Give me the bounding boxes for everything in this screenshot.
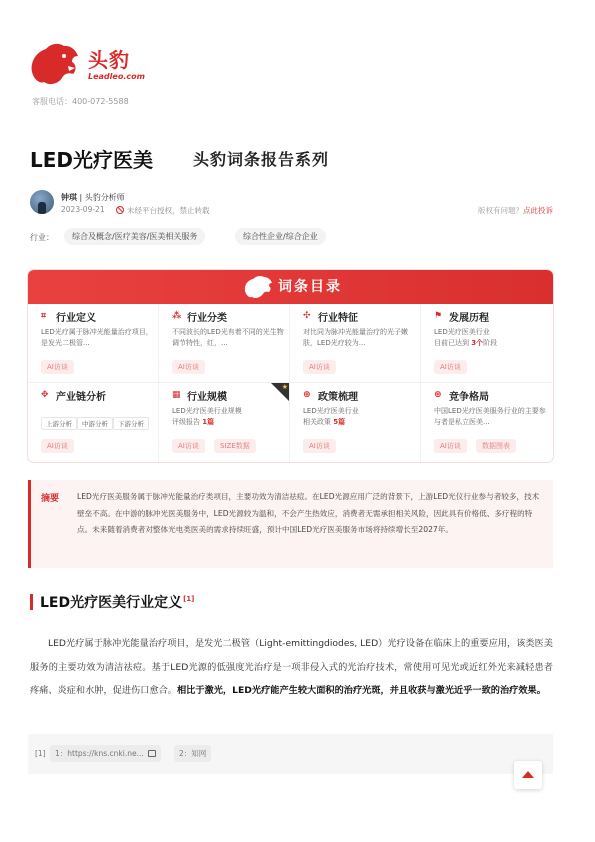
- toc-item-desc: [434, 327, 546, 349]
- toc-desc-suffix: 阶段: [483, 339, 498, 347]
- industry-tag[interactable]: 综合及概念/医疗美容/医美相关服务: [64, 228, 205, 245]
- brand-domain: Leadleo.com: [88, 72, 145, 81]
- service-phone: 客服电话：400-072-5588: [32, 97, 129, 106]
- author-role: 头豹分析师: [84, 193, 125, 202]
- author-name: 钟琪: [61, 193, 77, 202]
- report-series: 头豹词条报告系列: [193, 150, 330, 169]
- section-title-text: LED光疗医美行业定义: [40, 595, 183, 611]
- toc-desc-line: 目前已达到: [434, 339, 469, 347]
- toc-item-features[interactable]: [290, 304, 421, 383]
- features-icon: ✣: [303, 311, 311, 321]
- toc-highlight: 3个: [471, 339, 484, 347]
- toc-desc-line: LED光疗医美行业: [434, 328, 490, 336]
- toc-item-heading: 政策梳理: [318, 392, 358, 403]
- publish-date: 2023-09-21: [61, 205, 105, 214]
- prohibited-icon: [116, 206, 124, 214]
- industry-tag[interactable]: 综合性企业/综合企业: [235, 228, 326, 245]
- ai-interview-tag[interactable]: AI访谈: [434, 360, 467, 374]
- toc-highlight: 5篇: [333, 418, 346, 426]
- definition-paragraph: [30, 632, 553, 703]
- leopard-icon: [243, 275, 273, 299]
- toc-item-desc: 中国LED光疗医美服务行业的主要参与者是私立医美...: [434, 407, 546, 426]
- toc-desc-line: 评级报告: [172, 418, 200, 426]
- reference-link[interactable]: [50, 745, 161, 762]
- copyright-report: [478, 205, 553, 216]
- toc-item-desc: 对比同为脉冲光能量治疗的光子嫩肤，LED光疗较为...: [303, 328, 408, 347]
- size-data-tag[interactable]: SIZE数据: [214, 439, 256, 453]
- toc-item-heading: 发展历程: [449, 313, 489, 324]
- abstract-accent-bar: [28, 480, 31, 568]
- toc-panel: [28, 270, 553, 462]
- ai-interview-tag[interactable]: AI访谈: [172, 360, 205, 374]
- market-size-icon: ▦: [172, 390, 181, 400]
- data-chart-tag[interactable]: 数据图表: [476, 439, 516, 453]
- toc-item-heading: 竞争格局: [449, 392, 489, 403]
- abstract-label: 摘要: [41, 494, 60, 504]
- star-icon: ★: [281, 383, 288, 391]
- complaint-link[interactable]: 点此投诉: [523, 206, 553, 215]
- definition-icon: ⌗: [41, 311, 47, 321]
- toc-item-heading: 产业链分析: [56, 392, 106, 403]
- midstream-chip[interactable]: 中游分析: [77, 417, 113, 430]
- copy-notice-text: 未经平台授权，禁止转载: [127, 206, 210, 215]
- copy-icon[interactable]: [148, 750, 156, 757]
- paragraph-text: LED光疗属于脉冲光能量治疗项目，是发光二极管（Light-emittingdiodes, LED）光疗设备在临床上的重要应用，该类医美服务的主要功效为清洁祛痘。基于LED光源的低强度光治疗是一项非侵入式的光治疗技术，常使用可见光或近红外光来减轻患者疼痛、炎症和水肿，促进伤口愈合。: [30, 638, 553, 696]
- toc-item-definition[interactable]: [28, 304, 159, 383]
- abstract-text: LED光疗医美服务属于脉冲光能量治疗类项目，主要功效为清洁祛痘。在LED光源应用广泛的背景下，上游LED光仪行业参与者较多，技术壁垒不高。在中游的脉冲光医美服务中，LED光源较为温和，不会产生热效应，消费者无需承担相关风险，因此具有价格低、多疗程的特点。未来随着消费者对整体光电类医美的需求持续旺盛，预计中国LED光疗医美服务市场将持续增长至2027年。: [77, 492, 540, 534]
- section-title: [40, 592, 194, 612]
- toc-item-heading: 行业分类: [187, 313, 227, 324]
- brand-logo[interactable]: [28, 40, 148, 90]
- toc-item-classification[interactable]: [159, 304, 290, 383]
- ai-interview-tag[interactable]: AI访谈: [41, 439, 74, 453]
- author-line: 钟琪 | 头豹分析师: [61, 193, 125, 202]
- industry-label: 行业：: [30, 233, 54, 242]
- avatar: [30, 190, 54, 214]
- toc-item-history[interactable]: [421, 304, 552, 383]
- toc-item-competition[interactable]: [421, 383, 552, 462]
- ai-interview-tag[interactable]: AI访谈: [172, 439, 205, 453]
- brand-name: 头豹: [88, 48, 130, 72]
- paragraph-bold-text: 相比于激光，LED光疗能产生较大面积的治疗光斑，并且收获与激光近乎一致的治疗效果。: [177, 685, 546, 696]
- toc-item-value-chain[interactable]: [28, 383, 159, 462]
- classification-icon: ⁂: [172, 311, 182, 321]
- author-bar: [30, 190, 565, 220]
- history-icon: ⚑: [434, 311, 443, 321]
- downstream-chip[interactable]: 下游分析: [113, 417, 149, 430]
- page-title: LED光疗医美: [30, 148, 154, 172]
- toc-item-heading: 行业规模: [187, 392, 227, 403]
- ai-interview-tag[interactable]: AI访谈: [41, 360, 74, 374]
- competition-icon: ⊛: [434, 390, 442, 400]
- toc-item-desc: LED光疗属于脉冲光能量治疗项目，是发光二极管...: [41, 328, 153, 347]
- references-box: [28, 734, 553, 774]
- leopard-logo-icon: [28, 42, 80, 86]
- upstream-chip[interactable]: 上游分析: [41, 417, 77, 430]
- toc-item-desc: [303, 406, 415, 428]
- reference-mark[interactable]: [1]: [183, 595, 195, 604]
- toc-desc-line: 相关政策: [303, 418, 331, 426]
- back-to-top-button[interactable]: [514, 761, 542, 789]
- toc-item-heading: 行业定义: [56, 313, 96, 324]
- value-chain-icon: ✥: [41, 390, 49, 400]
- section-accent-bar: [30, 594, 33, 610]
- toc-title: 词条目录: [278, 279, 342, 295]
- reference-text: 1：https://kns.cnki.ne...: [55, 749, 144, 758]
- reference-link[interactable]: 2：知网: [174, 745, 211, 762]
- toc-highlight: 1篇: [202, 418, 215, 426]
- ai-interview-tag[interactable]: AI访谈: [303, 439, 336, 453]
- toc-grid: [28, 304, 553, 462]
- copy-notice: [116, 205, 210, 216]
- toc-desc-line: LED光疗医美行业: [303, 407, 359, 415]
- toc-item-desc: 不同波长的LED光有着不同的光生物调节特性，红，...: [172, 328, 284, 347]
- toc-item-desc: [172, 406, 284, 428]
- copyright-question: 版权有问题？: [478, 206, 523, 215]
- references-label: [1]: [35, 749, 46, 758]
- ai-interview-tag[interactable]: AI访谈: [434, 439, 467, 453]
- ai-interview-tag[interactable]: AI访谈: [303, 360, 336, 374]
- toc-header: [28, 270, 553, 304]
- industry-row: [30, 228, 565, 248]
- toc-item-market-size[interactable]: [159, 383, 290, 462]
- policy-icon: ⊕: [303, 390, 311, 400]
- toc-desc-line: LED光疗医美行业规模: [172, 407, 242, 415]
- toc-item-heading: 行业特征: [318, 313, 358, 324]
- toc-item-policy[interactable]: [290, 383, 421, 462]
- abstract-box: [28, 480, 553, 568]
